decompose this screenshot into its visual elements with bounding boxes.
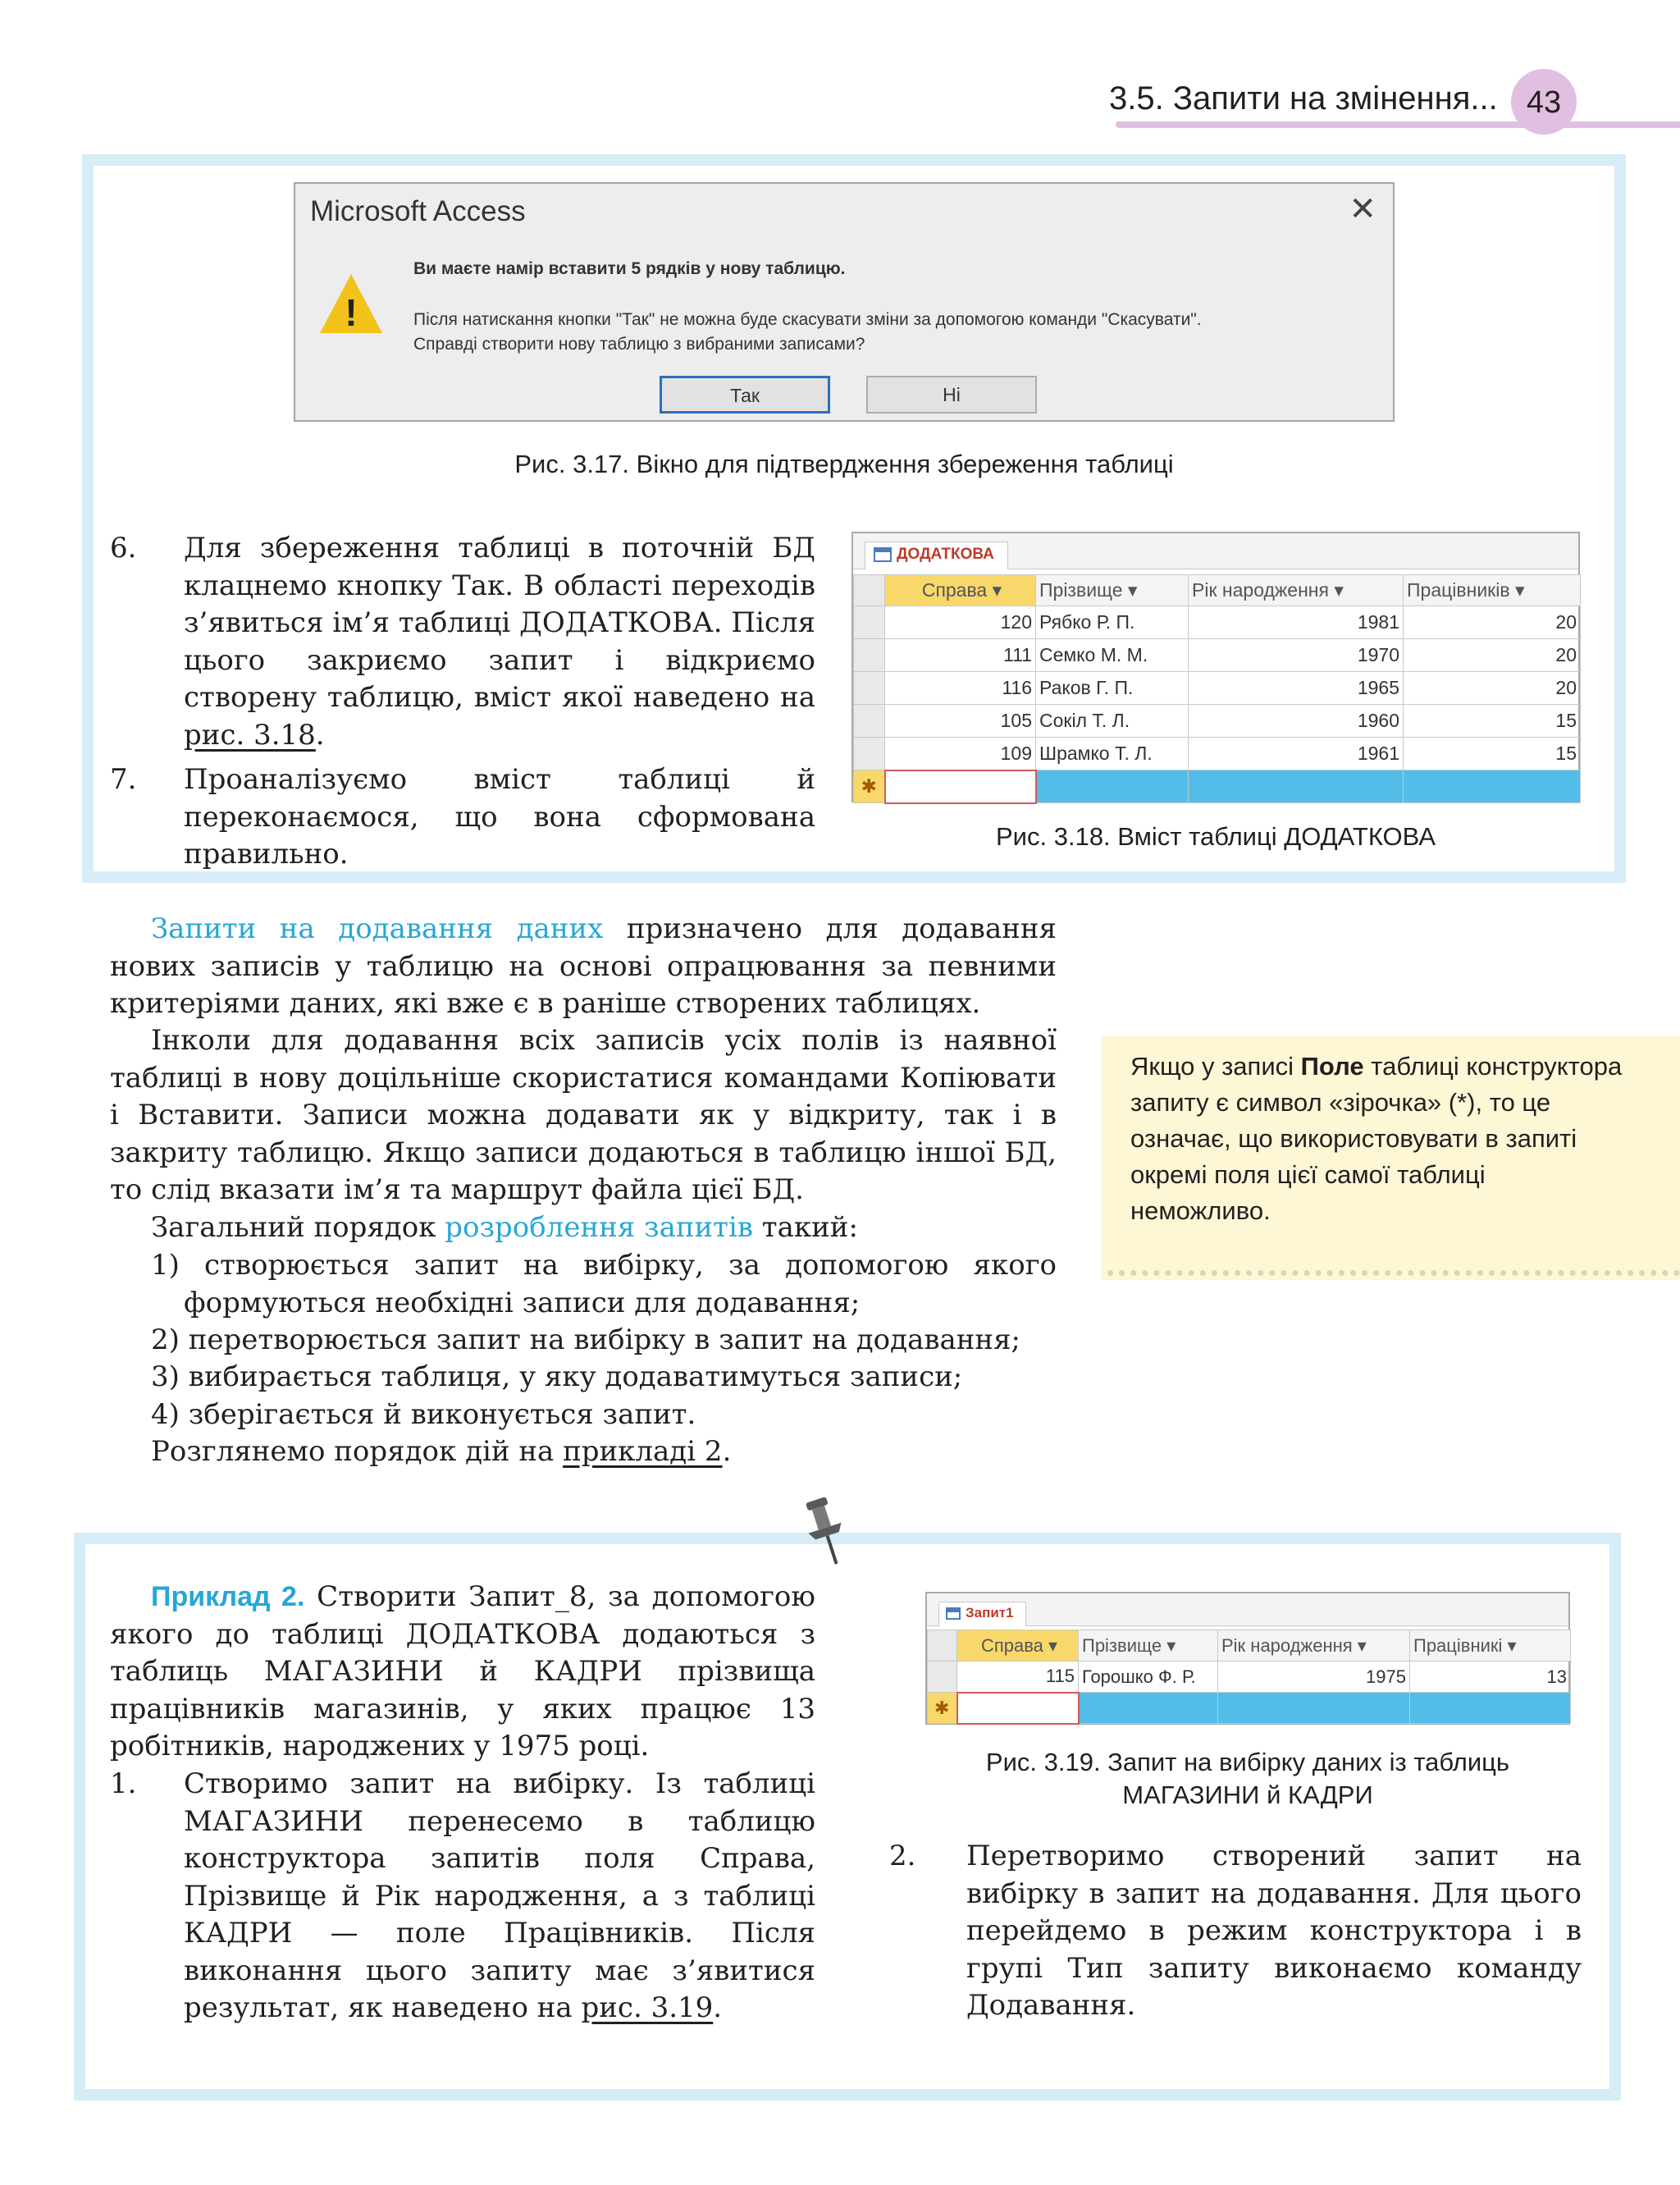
step-6-text: [184, 530, 815, 754]
example-step-1-body: Створимо запит на вибірку. Із таблиці МАГАЗИНИ перенесемо в таблицю конструктора запитів поля Справа, Прізвище й Рік народження, а з таблиці КАДРИ — поле Працівників. Після виконання цього запиту має з’явитися результат, як наведено на: [184, 1767, 815, 2024]
new-record-marker: ✱: [928, 1693, 957, 1724]
new-record-marker: ✱: [854, 770, 885, 803]
note-bold-term: Поле: [1300, 1052, 1364, 1081]
step-6-end: .: [315, 718, 325, 752]
table-icon: [874, 547, 892, 562]
cell[interactable]: 105: [885, 705, 1036, 738]
term-append-queries: Запити на додавання даних: [151, 912, 604, 945]
cell[interactable]: 15: [1404, 705, 1581, 738]
figure-3-17-caption: Рис. 3.17. Вікно для підтвердження збереження таблиці: [514, 450, 1174, 478]
header-rule: [1116, 121, 1680, 128]
cell[interactable]: 1981: [1189, 606, 1404, 639]
example-2-link[interactable]: прикладі 2: [563, 1435, 723, 1468]
step-7-text: Проаналізуємо вміст таблиці й переконаємося, що вона сформована правильно.: [184, 763, 815, 871]
no-button[interactable]: Ні: [866, 376, 1037, 414]
column-header[interactable]: Рік народження ▾: [1189, 575, 1404, 606]
warning-exclamation: !: [345, 291, 358, 334]
dialog-message-main: Ви маєте намір вставити 5 рядків у нову таблицю.: [413, 259, 846, 278]
paragraph-procedure-intro: [110, 1209, 1057, 1247]
figure-3-19-caption-line2: МАГАЗИНИ й КАДРИ: [1122, 1780, 1373, 1809]
cell[interactable]: 20: [1404, 639, 1581, 672]
cell[interactable]: 20: [1404, 606, 1581, 639]
header-row: [854, 575, 1581, 606]
list-item-4: 4) зберігається й виконується запит.: [151, 1398, 696, 1431]
cell[interactable]: 20: [1404, 672, 1581, 705]
tab-query1[interactable]: [938, 1602, 1026, 1626]
column-header[interactable]: Прізвище ▾: [1036, 575, 1189, 606]
example-step-2-number: 2.: [889, 1840, 916, 1872]
pushpin-icon: [797, 1495, 855, 1569]
datasheet-grid: [927, 1630, 1571, 1725]
step-7-number: 7.: [110, 763, 137, 796]
side-note-divider: [1107, 1270, 1680, 1276]
figure-3-18-caption: Рис. 3.18. Вміст таблиці ДОДАТКОВА: [996, 822, 1436, 851]
datasheet-grid: [853, 574, 1581, 804]
cell[interactable]: 109: [885, 738, 1036, 770]
tab-label: ДОДАТКОВА: [897, 546, 994, 563]
note-end: таблиці конструктора запиту є символ «зірочка» (*), то це означає, що використовувати в запиті окремі поля цієї самої таблиці неможливо.: [1130, 1052, 1623, 1225]
paragraph-1-body: призначено для додавання нових записів у таблицю на основі опрацювання за певними критеріями даних, які вже є в раніше створених таблицях.: [110, 912, 1057, 1020]
cell[interactable]: 111: [885, 639, 1036, 672]
cell[interactable]: 1970: [1189, 639, 1404, 672]
figure-3-19-caption: [925, 1746, 1570, 1812]
cell[interactable]: Шрамко Т. Л.: [1036, 738, 1189, 770]
column-header[interactable]: Справа ▾: [885, 575, 1036, 606]
cell[interactable]: 115: [957, 1662, 1079, 1693]
example-step-1-end: .: [713, 1991, 723, 2024]
cell[interactable]: 1975: [1218, 1662, 1410, 1693]
tab-strip: [853, 533, 1578, 569]
example-step-1-text: [184, 1766, 815, 2027]
dialog-message-line2: Справді створити нову таблицю з вибраними записами?: [413, 335, 865, 354]
column-header[interactable]: Рік народження ▾: [1218, 1630, 1410, 1662]
section-title: 3.5. Запити на змінення...: [1109, 80, 1498, 117]
table-row[interactable]: [854, 738, 1581, 770]
list-item-3: 3) вибирається таблиця, у яку додаватимуться записи;: [151, 1360, 963, 1393]
cell[interactable]: 1961: [1189, 738, 1404, 770]
paragraph-4-start: Розглянемо порядок дій на: [151, 1435, 564, 1468]
query-icon: [946, 1607, 961, 1620]
cell[interactable]: Рябко Р. П.: [1036, 606, 1189, 639]
list-item-1: 1) створюється запит на вибірку, за допомогою якого формуються необхідні записи для додавання;: [151, 1249, 1057, 1319]
access-confirm-dialog: [294, 182, 1395, 422]
paragraph-3-end: такий:: [753, 1211, 858, 1244]
dialog-message-line1: Після натискання кнопки "Так" не можна буде скасувати зміни за допомогою команди "Скасувати".: [413, 310, 1202, 329]
table-row[interactable]: [854, 606, 1581, 639]
side-note-text: [1130, 1049, 1623, 1229]
select-all-cell[interactable]: [928, 1630, 957, 1662]
example-step-2-text: Перетворимо створений запит на вибірку в запит на додавання. Для цього перейдемо в режим конструктора і в групі Тип запиту виконаємо команду Додавання.: [966, 1840, 1582, 2022]
example-2-label: Приклад 2.: [151, 1581, 305, 1612]
table-row[interactable]: [854, 705, 1581, 738]
cell[interactable]: Раков Г. П.: [1036, 672, 1189, 705]
yes-button[interactable]: Так: [660, 376, 830, 414]
new-record-cell[interactable]: [957, 1693, 1079, 1724]
cell[interactable]: 1960: [1189, 705, 1404, 738]
query1-result-screstrongenshot: [925, 1592, 1570, 1725]
new-record-cell[interactable]: [885, 770, 1036, 803]
figure-3-19-caption-line1: Рис. 3.19. Запит на вибірку даних із таблиць: [985, 1748, 1510, 1776]
tab-strip: [927, 1593, 1568, 1626]
table-row[interactable]: [928, 1662, 1571, 1693]
cell[interactable]: Сокіл Т. Л.: [1036, 705, 1189, 738]
new-record-row[interactable]: [928, 1693, 1571, 1724]
cell[interactable]: 1965: [1189, 672, 1404, 705]
paragraph-3-start: Загальний порядок: [151, 1211, 445, 1244]
column-header[interactable]: Працівників ▾: [1404, 575, 1581, 606]
list-item-2: 2) перетворюється запит на вибірку в запит на додавання;: [151, 1323, 1020, 1356]
fig-3-19-link[interactable]: рис. 3.19: [581, 1991, 714, 2024]
paragraph-see-example: [151, 1433, 1057, 1471]
paragraph-copy-paste: Інколи для додавання всіх записів усіх полів із наявної таблиці в нову доцільніше скористатися командами Копіювати і Вставити. Записи можна додавати як у відкриту, так і в закриту таблицю. Якщо записи додаються в таблицю іншої БД, то слід вказати ім’я та маршрут файла цієї БД.: [110, 1024, 1057, 1206]
table-row[interactable]: [854, 672, 1581, 705]
paragraph-append-queries: [110, 911, 1057, 1023]
paragraph-4-end: .: [722, 1435, 732, 1468]
step-6-number: 6.: [110, 532, 137, 565]
side-note: [1101, 1035, 1680, 1280]
cell[interactable]: 116: [885, 672, 1036, 705]
step-6-body: Для збереження таблиці в поточній БД клацнемо кнопку Так. В області переходів з’явиться ім’я таблиці ДОДАТКОВА. Після цього закриємо запит і відкриємо створену таблицю, вміст якої наведено на: [184, 532, 815, 714]
column-header[interactable]: Прізвище ▾: [1079, 1630, 1218, 1662]
dialog-title: Microsoft Access: [310, 195, 526, 227]
tab-dodatkova[interactable]: [865, 542, 1008, 569]
column-header[interactable]: Працівникі ▾: [1410, 1630, 1571, 1662]
cell[interactable]: 120: [885, 606, 1036, 639]
table-dodatkova-screenshot: [851, 532, 1580, 802]
cell[interactable]: 13: [1410, 1662, 1571, 1693]
tab-label: Запит1: [966, 1605, 1014, 1620]
fig-3-18-link[interactable]: рис. 3.18: [184, 718, 316, 752]
select-all-cell[interactable]: [854, 575, 885, 606]
example-2-text: Створити Запит_8, за допомогою якого до таблиці ДОДАТКОВА додаються з таблиць МАГАЗИНИ й КАДРИ прізвища працівників магазинів, у яких працює 13 робітників, народжених у 1975 році.: [110, 1580, 815, 1762]
table-row[interactable]: [854, 639, 1581, 672]
cell[interactable]: 15: [1404, 738, 1581, 770]
term-query-development: розроблення запитів: [445, 1211, 753, 1244]
header-row: [928, 1630, 1571, 1662]
cell[interactable]: Семко М. М.: [1036, 639, 1189, 672]
example-step-1-number: 1.: [110, 1767, 137, 1800]
new-record-row[interactable]: [854, 770, 1581, 803]
close-icon[interactable]: ✕: [1349, 191, 1376, 227]
column-header[interactable]: Справа ▾: [957, 1630, 1079, 1662]
note-start: Якщо у записі: [1130, 1052, 1301, 1081]
example-2-task: [110, 1579, 815, 1766]
cell[interactable]: Горошко Ф. Р.: [1079, 1662, 1218, 1693]
page-number: 43: [1511, 69, 1577, 135]
